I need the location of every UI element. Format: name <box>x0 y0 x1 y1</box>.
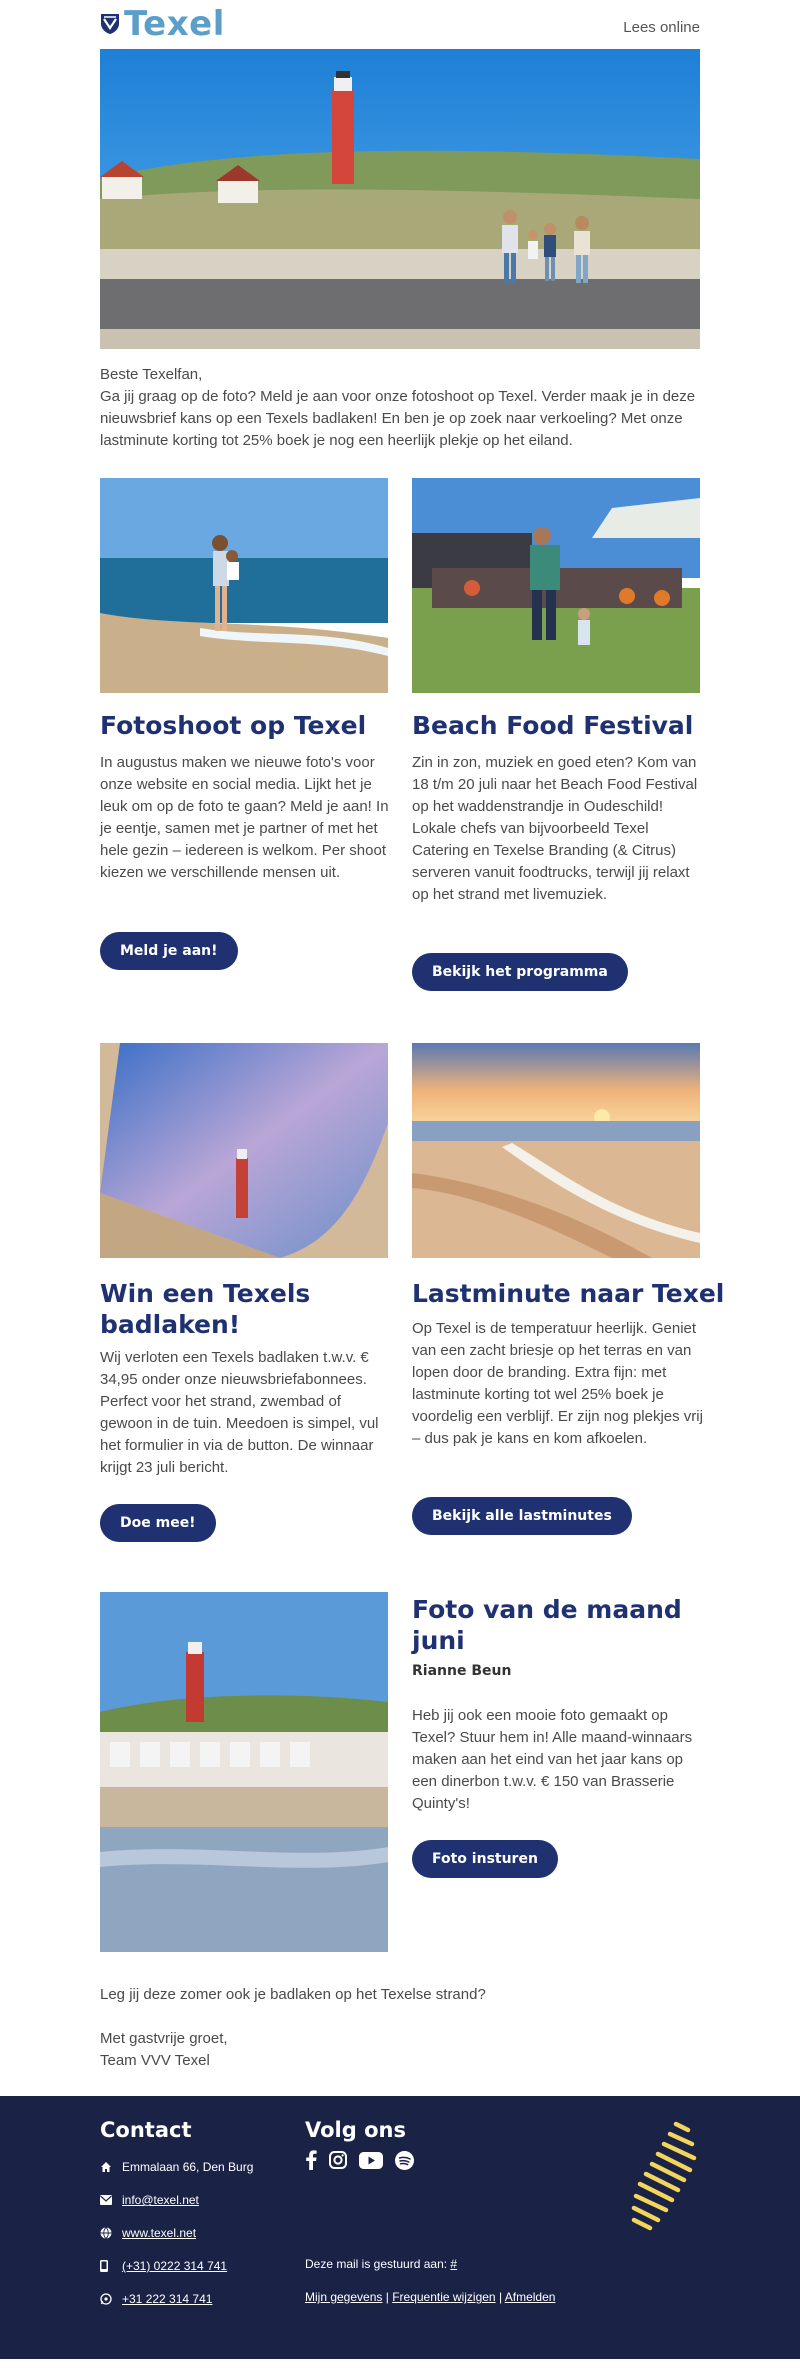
whatsapp-icon <box>100 2293 118 2305</box>
foto-van-de-maand-title <box>412 1594 682 1656</box>
badlaken-image <box>100 1043 388 1258</box>
afmelden-link[interactable]: Afmelden <box>504 2290 556 2304</box>
globe-icon <box>100 2227 118 2239</box>
lees-online-link[interactable]: Lees online <box>623 19 700 36</box>
separator: | <box>498 2290 503 2304</box>
frequentie-wijzigen-link[interactable]: Frequentie wijzigen <box>392 2290 496 2304</box>
instagram-icon[interactable] <box>329 2151 347 2169</box>
intro-paragraph: Ga jij graag op de foto? Meld je aan voor onze fotoshoot op Texel. Verder maak je in deze nieuwsbrief kans op een Texels badlaken! En ben je op zoek naar verkoeling? Met onze lastminute korting tot 25% boek je nog een heerlijk plekje op het eiland. <box>100 388 696 449</box>
bekijk-het-programma-button[interactable]: Bekijk het programma <box>412 953 628 991</box>
contact-title: Contact <box>100 2118 192 2142</box>
intro-text <box>100 364 700 452</box>
lastminute-title: Lastminute naar Texel <box>412 1279 725 1308</box>
home-icon <box>100 2161 118 2173</box>
beach-food-festival-text: Zin in zon, muziek en goed eten? Kom van 18 t/m 20 juli naar het Beach Food Festival op het waddenstrandje in Oudeschild! Lokale chefs van bijvoorbeeld Texel Catering en Texelse Branding (& Citrus) serveren vanuit foodtrucks, terwijl jij relaxt op het strand met livemuziek. <box>412 754 698 903</box>
beach-food-festival-image <box>412 478 700 693</box>
facebook-icon[interactable] <box>305 2150 317 2170</box>
decorative-stripes <box>628 2120 708 2240</box>
badlaken-title-line2: badlaken! <box>100 1310 241 1339</box>
spotify-icon[interactable] <box>395 2151 414 2170</box>
badlaken-title <box>100 1278 310 1340</box>
envelope-icon <box>100 2195 118 2205</box>
badlaken-title-line1: Win een Texels <box>100 1279 311 1308</box>
address-text: Emmalaan 66, Den Burg <box>122 2160 254 2174</box>
whatsapp-row <box>100 2289 212 2309</box>
closing-question: Leg jij deze zomer ook je badlaken op het Texelse strand? <box>100 1986 486 2003</box>
volg-ons-title: Volg ons <box>305 2118 406 2142</box>
fotoshoot-text: In augustus maken we nieuwe foto's voor onze website en social media. Lijkt het je leuk om op de foto te gaan? Meld je aan! In je eentje, samen met je partner of met het hele gezin – iedereen is welkom. Per shoot kiezen we verschillende mensen uit. <box>100 754 389 881</box>
logo-text: Texel <box>124 4 225 44</box>
texel-logo[interactable] <box>100 4 225 44</box>
sent-to-label: Deze mail is gestuurd aan: <box>305 2257 448 2271</box>
phone-row <box>100 2256 227 2276</box>
foto-van-de-maand-title-line2: juni <box>412 1626 465 1655</box>
doe-mee-button[interactable]: Doe mee! <box>100 1504 216 1542</box>
lastminute-text: Op Texel is de temperatuur heerlijk. Geniet van een zacht briesje op het terras en van lopen door de branding. Extra fijn: met lastminute korting tot wel 25% boek je voordelig een verblijf. Er zijn nog plekjes vrij – dus pak je kans en kom afkoelen. <box>412 1320 703 1447</box>
fotoshoot-image <box>100 478 388 693</box>
social-links <box>305 2150 414 2170</box>
address-row <box>100 2157 253 2177</box>
greeting: Beste Texelfan, <box>100 366 203 383</box>
bottom-spacer <box>0 2359 800 2375</box>
fotoshoot-title: Fotoshoot op Texel <box>100 711 367 740</box>
account-links <box>305 2290 555 2304</box>
lastminute-image <box>412 1043 700 1258</box>
meld-je-aan-button[interactable]: Meld je aan! <box>100 932 238 970</box>
hero-image <box>100 49 700 349</box>
email-row <box>100 2190 199 2210</box>
sent-to-value[interactable]: # <box>450 2257 458 2271</box>
mijn-gegevens-link[interactable]: Mijn gegevens <box>305 2290 383 2304</box>
separator: | <box>385 2290 389 2304</box>
foto-van-de-maand-title-line1: Foto van de maand <box>412 1595 682 1624</box>
closing-greeting: Met gastvrije groet, <box>100 2030 228 2047</box>
badlaken-text: Wij verloten een Texels badlaken t.w.v. € 34,95 onder onze nieuwsbriefabonnees. Perfect voor het strand, zwembad of gewoon in de tuin. Meedoen is simpel, vul het formulier in via de button. De winnaar krijgt 23 juli bericht. <box>100 1349 379 1476</box>
website-row <box>100 2223 196 2243</box>
mobile-icon <box>100 2260 118 2272</box>
closing-signature: Team VVV Texel <box>100 2052 210 2069</box>
beach-food-festival-title: Beach Food Festival <box>412 711 694 740</box>
foto-van-de-maand-image <box>100 1592 388 1952</box>
sent-to-line <box>305 2257 457 2271</box>
bekijk-alle-lastminutes-button[interactable]: Bekijk alle lastminutes <box>412 1497 632 1535</box>
website-link[interactable]: www.texel.net <box>122 2226 197 2240</box>
whatsapp-link[interactable]: +31 222 314 741 <box>122 2292 213 2306</box>
foto-author: Rianne Beun <box>412 1663 512 1679</box>
phone-link[interactable]: (+31) 0222 314 741 <box>122 2259 228 2273</box>
foto-van-de-maand-text: Heb jij ook een mooie foto gemaakt op Texel? Stuur hem in! Alle maand-winnaars maken aan het eind van het jaar kans op een dinerbon t.w.v. € 150 van Brasserie Quinty's! <box>412 1707 693 1812</box>
email-link[interactable]: info@texel.net <box>122 2193 199 2207</box>
youtube-icon[interactable] <box>359 2152 383 2169</box>
shield-icon <box>100 13 120 35</box>
foto-insturen-button[interactable]: Foto insturen <box>412 1840 558 1878</box>
